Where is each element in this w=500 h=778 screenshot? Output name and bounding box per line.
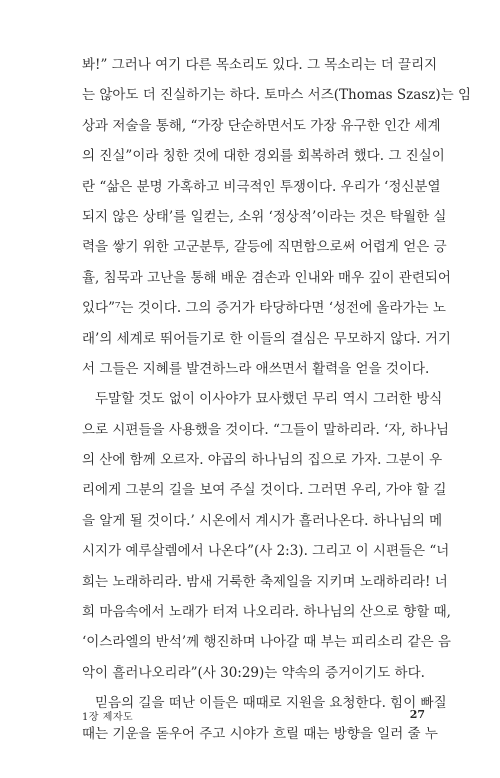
text-line: 믿음의 길을 떠난 이들은 때때로 지원을 요청한다. 힘이 빠질: [95, 695, 447, 712]
running-footer-chapter: 1장 제자도: [82, 712, 134, 723]
page-number: 27: [409, 708, 425, 721]
paragraph-2: [82, 384, 451, 688]
text-line: 봐!” 그러나 여기 다른 목소리도 있다. 그 목소리는 더 끌리지: [82, 57, 438, 73]
text-line: ‘이스라엘의 반석’께 행진하며 나아갈 때 부는 피리소리 같은 음: [82, 634, 451, 651]
text-line: 래’의 세계로 뛰어들기로 한 이들의 결심은 무모하지 않다. 거기: [82, 330, 451, 347]
text-line: 두말할 것도 없이 이사야가 묘사했던 무리 역시 그러한 방식: [95, 391, 443, 408]
text-line: 의 산에 함께 오르자. 야곱의 하나님의 집으로 가자. 그분이 우: [82, 452, 443, 469]
text-line: 란 “삶은 분명 가혹하고 비극적인 투쟁이다. 우리가 ‘정신분열: [82, 178, 441, 195]
text-line: 력을 쌓기 위한 고군분투, 갈등에 직면함으로써 어렵게 얻은 긍: [82, 239, 447, 256]
text-line: 서 그들은 지혜를 발견하느라 애쓰면서 활력을 얻을 것이다.: [82, 360, 430, 377]
text-line: 희는 노래하리라. 밤새 거룩한 축제일을 지키며 노래하리라! 너: [82, 573, 448, 590]
text-line: 의 진실”이라 칭한 것에 대한 경외를 회복하려 했다. 그 진실이: [82, 148, 445, 165]
text-line: 상과 저술을 통해, “가장 단순하면서도 가장 유구한 인간 세계: [82, 117, 441, 134]
page-footer: [82, 708, 425, 728]
text-line: 휼, 침묵과 고난을 통해 배운 겸손과 인내와 매우 깊이 관련되어: [82, 269, 451, 286]
text-line: 리에게 그분의 길을 보여 주실 것이다. 그러면 우리, 가야 할 길: [82, 482, 447, 499]
body-text: [82, 50, 471, 749]
text-line: 시지가 예루살렘에서 나온다”(사 2:3). 그리고 이 시편들은 “너: [82, 543, 450, 560]
text-line: 는 않아도 더 진실하기는 하다. 토마스 서즈(Thomas Szasz)는 임: [82, 87, 471, 104]
text-line: 악이 흘러나오리라”(사 30:29)는 약속의 증거이기도 하다.: [82, 664, 425, 681]
text-line: 때는 기운을 돋우어 주고 시야가 흐릴 때는 방향을 일러 줄 누: [82, 725, 438, 742]
text-line: 희 마음속에서 노래가 터져 나오리라. 하나님의 산으로 향할 때,: [82, 604, 451, 621]
text-line: 있다”⁷는 것이다. 그의 증거가 타당하다면 ‘성전에 올라가는 노: [82, 300, 446, 317]
text-line: 으로 시편들을 사용했을 것이다. “그들이 말하리라. ‘자, 하나님: [82, 421, 450, 438]
text-line: 을 알게 될 것이다.’ 시온에서 계시가 흘러나온다. 하나님의 메: [82, 512, 443, 529]
text-line: 되지 않은 상태’를 일컫는, 소위 ‘정상적’이라는 것은 탁월한 실: [82, 208, 447, 225]
paragraph-1: [82, 50, 471, 384]
